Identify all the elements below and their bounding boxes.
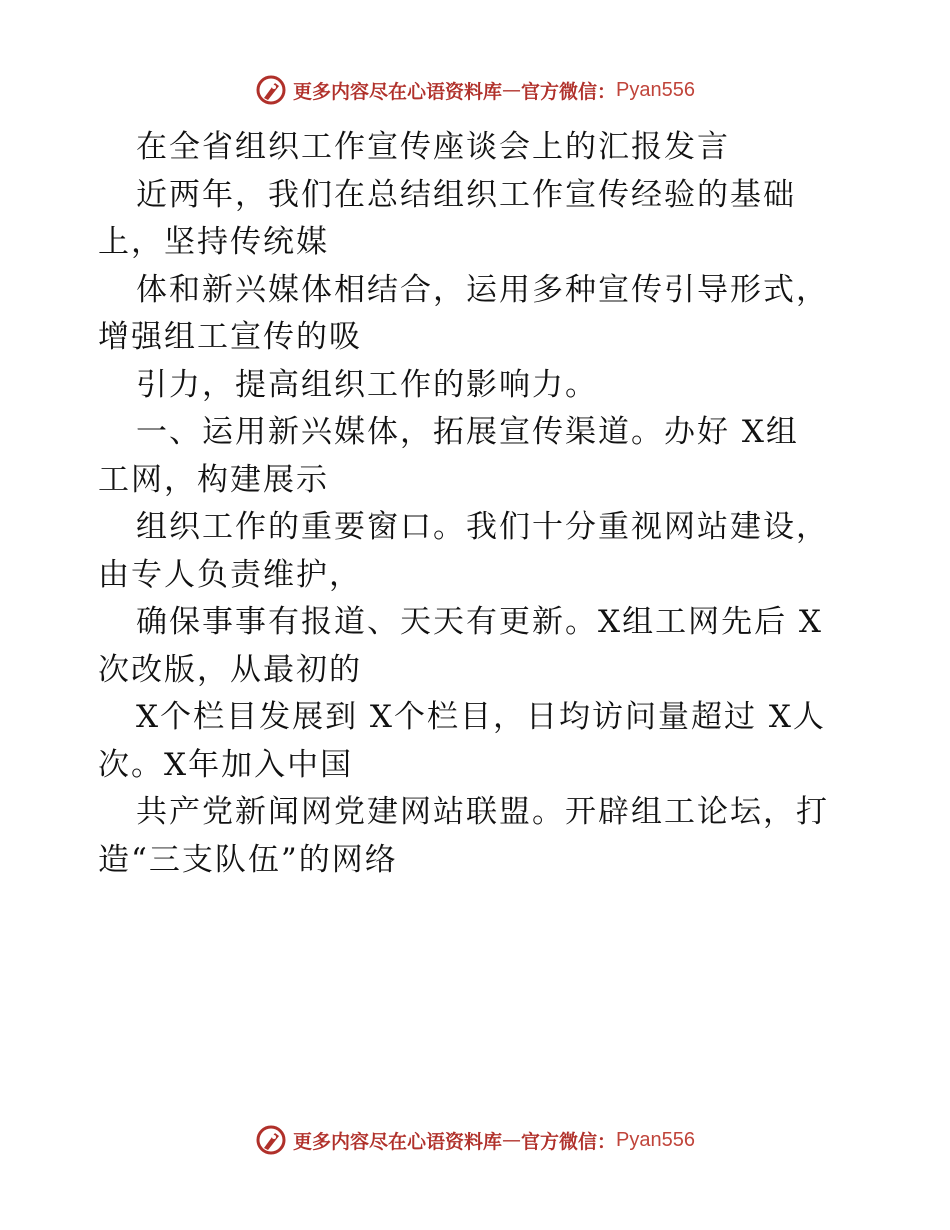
- wechat-id: Pyan556: [616, 1128, 695, 1151]
- text-line: 次改版，从最初的: [98, 651, 362, 688]
- brand-text: 更多内容尽在心语资料库: [293, 80, 503, 103]
- brand-text: 更多内容尽在心语资料库: [293, 1130, 503, 1153]
- text-line: 次。X年加入中国: [98, 746, 354, 783]
- wechat-label: 官方微信：: [521, 1130, 617, 1153]
- brand-separator: —: [502, 1129, 522, 1151]
- text-line: 工网，构建展示: [98, 461, 329, 498]
- text-line: 确保事事有报道、天天有更新。X组工网先后 X: [136, 604, 823, 640]
- wechat-label: 官方微信：: [521, 80, 617, 103]
- document-body: [98, 124, 868, 884]
- footer-banner: [0, 1120, 950, 1160]
- text-line: 造“三支队伍”的网络: [98, 841, 398, 878]
- pen-nib-circle-icon: [255, 74, 287, 106]
- text-line: 共产党新闻网党建网站联盟。开辟组工论坛，打: [136, 794, 829, 830]
- text-line: 近两年，我们在总结组织工作宣传经验的基础: [136, 176, 796, 213]
- text-line: 增强组工宣传的吸: [98, 319, 362, 355]
- text-line: 由专人负责维护，: [98, 556, 362, 593]
- text-line: 上，坚持传统媒: [98, 224, 329, 260]
- pen-nib-circle-icon: [255, 1124, 287, 1156]
- text-line: 在全省组织工作宣传座谈会上的汇报发言: [136, 129, 730, 165]
- text-line: 一、运用新兴媒体，拓展宣传渠道。办好 X组: [136, 414, 799, 450]
- text-line: 组织工作的重要窗口。我们十分重视网站建设，: [136, 509, 829, 545]
- wechat-id: Pyan556: [616, 78, 695, 101]
- text-line: 引力，提高组织工作的影响力。: [136, 366, 598, 403]
- text-line: 体和新兴媒体相结合，运用多种宣传引导形式，: [136, 271, 829, 308]
- text-line: X个栏目发展到 X个栏目，日均访问量超过 X人: [136, 699, 826, 735]
- header-banner: [0, 70, 950, 110]
- brand-separator: —: [502, 79, 522, 101]
